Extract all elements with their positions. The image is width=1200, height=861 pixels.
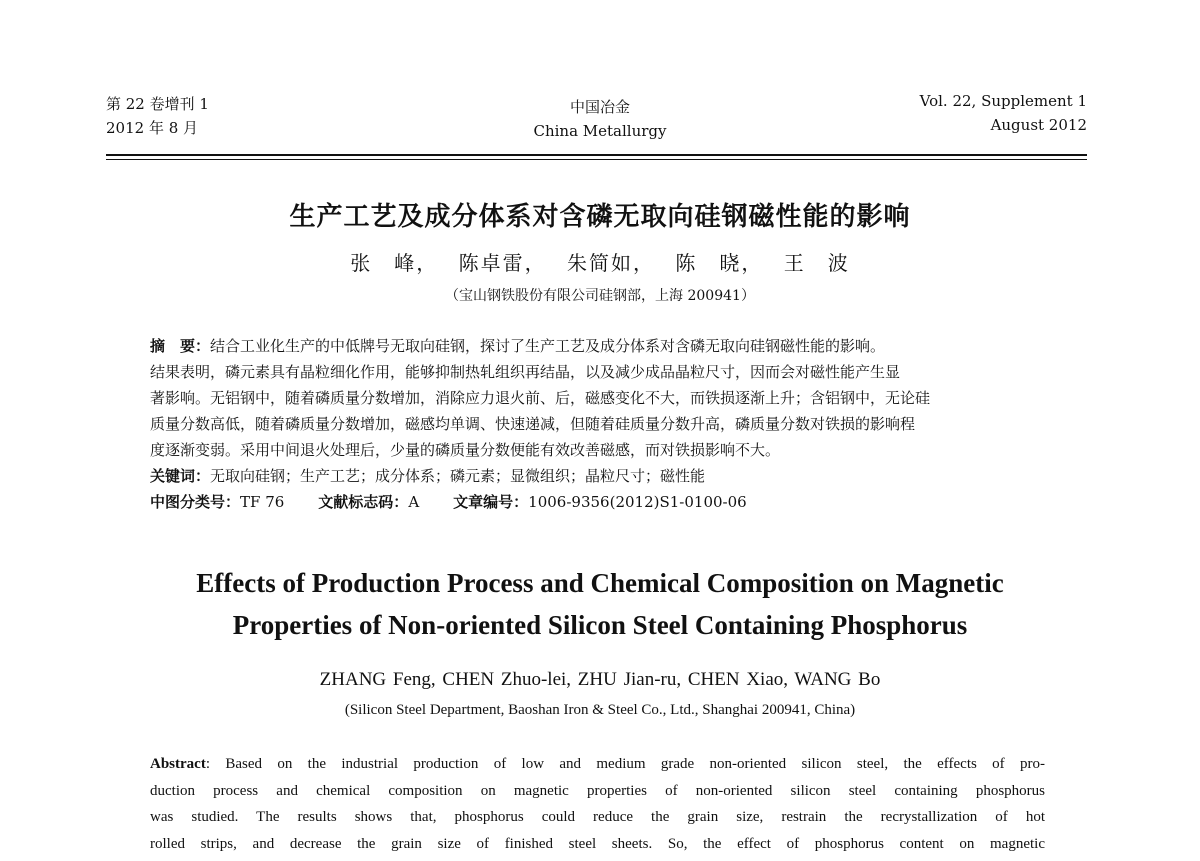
clc-label: 中图分类号：	[150, 493, 241, 511]
journal-name-en: China Metallurgy	[533, 122, 667, 140]
author-cn: 陈 晓，	[675, 251, 764, 275]
abstract-en-line: Abstract: Based on the industrial production of low and medium grade non-oriented silicon steel, the effects of pro-	[150, 756, 1045, 772]
abstract-label-en: Abstract	[150, 756, 206, 772]
author-cn: 张 峰，	[350, 251, 439, 275]
abstract-cn-line: 质量分数高低，随着磷质量分数增加，磁感均单调、快速递减，但随着硅质量分数升高，磷质量分数对铁损的影响程	[150, 415, 916, 433]
authors-cn	[0, 247, 1200, 276]
header-rule-thick	[106, 154, 1087, 156]
keywords-label-cn: 关键词：	[150, 467, 211, 485]
article-number-label: 文章编号：	[453, 493, 529, 511]
abstract-cn-line: 结果表明，磷元素具有晶粒细化作用，能够抑制热轧组织再结晶，以及减少成品晶粒尺寸，因而会对磁性能产生显	[150, 363, 901, 381]
journal-name-cn: 中国冶金	[569, 98, 630, 116]
author-cn: 陈卓雷，	[458, 251, 547, 275]
abstract-cn-line: 著影响。无铝钢中，随着磷质量分数增加，消除应力退火前、后，磁感变化不大，而铁损逐渐上升；含铝钢中，无论硅	[150, 389, 931, 407]
volume-issue-en: Vol. 22, Supplement 1	[919, 92, 1087, 110]
abstract-en-line: was studied. The results shows that, phosphorus could reduce the grain size, restrain the recrystallization of hot	[150, 809, 1045, 825]
article-number-value: 1006-9356(2012)S1-0100-06	[528, 493, 747, 511]
clc-value: TF 76	[240, 493, 285, 511]
affiliation-cn: （宝山钢铁股份有限公司硅钢部，上海 200941）	[445, 288, 755, 304]
header-rule-thin	[106, 159, 1087, 160]
abstract-cn-line: 度逐渐变弱。采用中间退火处理后，少量的磷质量分数便能有效改善磁感，而对铁损影响不大。	[150, 441, 781, 459]
classification-line	[150, 489, 1045, 515]
abstract-label-cn: 摘 要：	[150, 337, 211, 355]
abstract-en	[150, 751, 1045, 857]
abstract-cn	[150, 333, 1045, 515]
abstract-en-line: rolled strips, and decrease the grain size of finished steel sheets. So, the effect of phosphorus content on magnetic	[150, 835, 1045, 852]
author-cn: 王 波	[783, 251, 850, 275]
volume-issue-cn: 第 22 卷增刊 1	[106, 95, 209, 113]
abstract-en-line: duction process and chemical composition on magnetic properties of non-oriented silicon steel containing phosphorus	[150, 782, 1045, 799]
journal-volume-en	[920, 89, 1087, 137]
paper-title-en-line1: Effects of Production Process and Chemical Composition on Magnetic	[196, 568, 1004, 598]
date-cn: 2012 年 8 月	[106, 119, 199, 137]
doc-code-value: A	[408, 493, 420, 511]
paper-title-en	[0, 562, 1200, 646]
keywords-cn	[150, 463, 1045, 489]
paper-title-en-line2: Properties of Non-oriented Silicon Steel Containing Phosphorus	[232, 610, 968, 640]
keywords-text-cn: 无取向硅钢；生产工艺；成分体系；磷元素；显微组织；晶粒尺寸；磁性能	[210, 467, 706, 485]
affiliation-en: (Silicon Steel Department, Baoshan Iron & Steel Co., Ltd., Shanghai 200941, China)	[344, 702, 856, 718]
paper-title-cn: 生产工艺及成分体系对含磷无取向硅钢磁性能的影响	[289, 202, 911, 232]
authors-en: ZHANG Feng, CHEN Zhuo-lei, ZHU Jian-ru, CHEN Xiao, WANG Bo	[319, 669, 881, 690]
author-cn: 朱简如，	[567, 251, 655, 275]
doc-code-label: 文献标志码：	[318, 493, 409, 511]
date-en: August 2012	[990, 116, 1087, 134]
abstract-cn-line: 摘 要：结合工业化生产的中低牌号无取向硅钢，探讨了生产工艺及成分体系对含磷无取向硅钢磁性能的影响。	[150, 337, 886, 355]
